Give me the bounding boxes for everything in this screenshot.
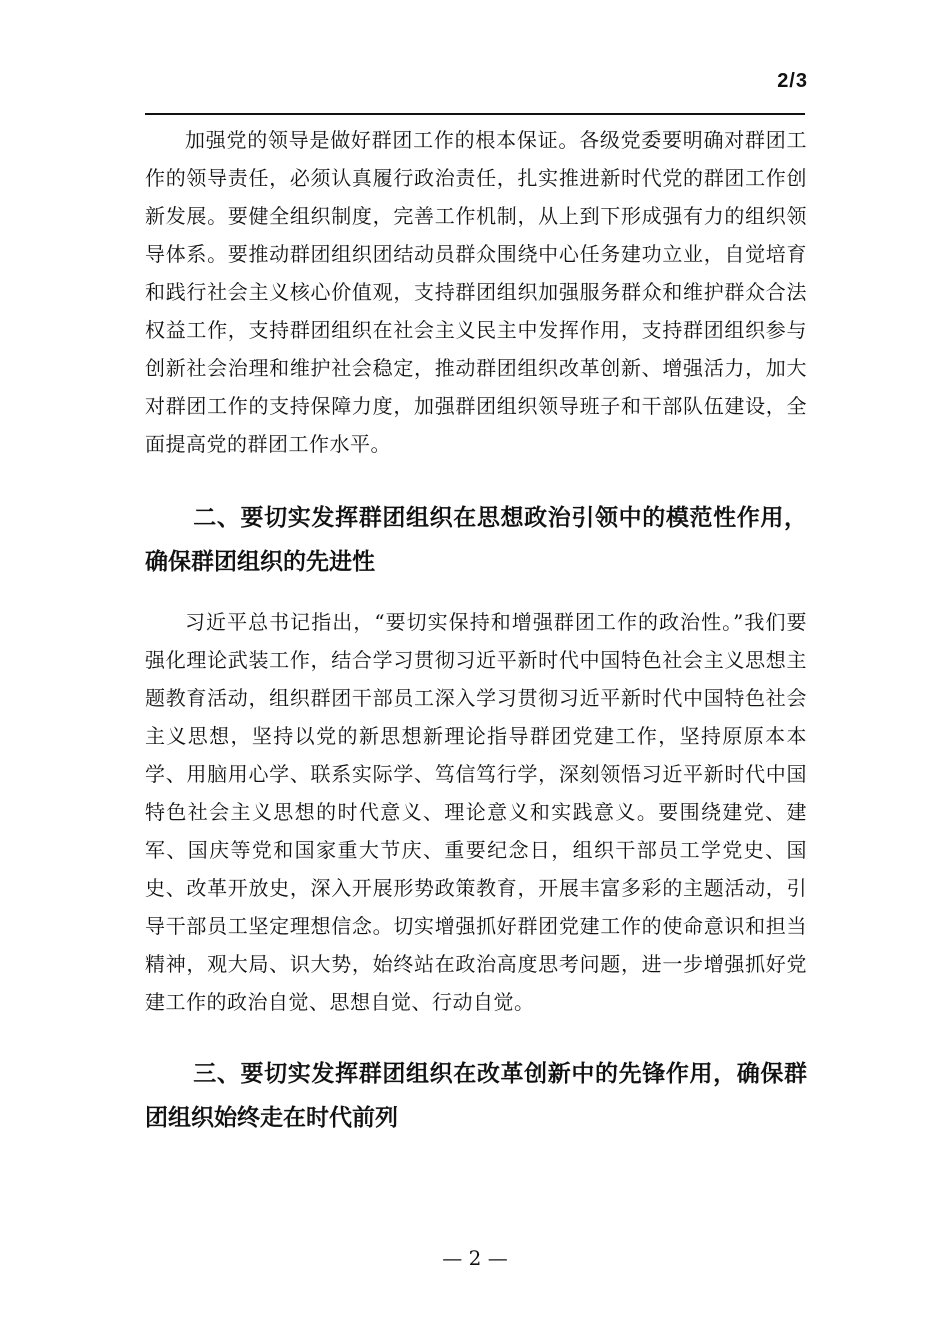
page-counter: 2/3: [777, 70, 808, 92]
section-heading-two: 二、要切实发挥群团组织在思想政治引领中的模范性作用，确保群团组织的先进性: [145, 505, 807, 575]
header-divider: [145, 113, 805, 115]
footer-page-number: — 2 —: [442, 1246, 508, 1270]
paragraph-party-leadership: 加强党的领导是做好群团工作的根本保证。各级党委要明确对群团工作的领导责任，必须认真履行政治责任，扎实推进新时代党的群团工作创新发展。要健全组织制度，完善工作机制，从上到下形成强有力的组织领导体系。要推动群团组织团结动员群众围绕中心任务建功立业，自觉培育和践行社会主义核心价值观，支持群团组织加强服务群众和维护群众合法权益工作，支持群团组织在社会主义民主中发挥作用，支持群团组织参与创新社会治理和维护社会稳定，推动群团组织改革创新、增强活力，加大对群团工作的支持保障力度，加强群团组织领导班子和干部队伍建设，全面提高党的群团工作水平。: [145, 128, 807, 456]
section-heading-three: 三、要切实发挥群团组织在改革创新中的先锋作用，确保群团组织始终走在时代前列: [145, 1061, 807, 1131]
document-body: [145, 121, 807, 1140]
paragraph-ideological-guidance: 习近平总书记指出，“要切实保持和增强群团工作的政治性。”我们要强化理论武装工作，结合学习贯彻习近平新时代中国特色社会主义思想主题教育活动，组织群团干部员工深入学习贯彻习近平新时代中国特色社会主义思想，坚持以党的新思想新理论指导群团党建工作，坚持原原本本学、用脑用心学、联系实际学、笃信笃行学，深刻领悟习近平新时代中国特色社会主义思想的时代意义、理论意义和实践意义。要围绕建党、建军、国庆等党和国家重大节庆、重要纪念日，组织干部员工学党史、国史、改革开放史，深入开展形势政策教育，开展丰富多彩的主题活动，引导干部员工坚定理想信念。切实增强抓好群团党建工作的使命意识和担当精神，观大局、识大势，始终站在政治高度思考问题，进一步增强抓好党建工作的政治自觉、思想自觉、行动自觉。: [145, 610, 807, 1014]
